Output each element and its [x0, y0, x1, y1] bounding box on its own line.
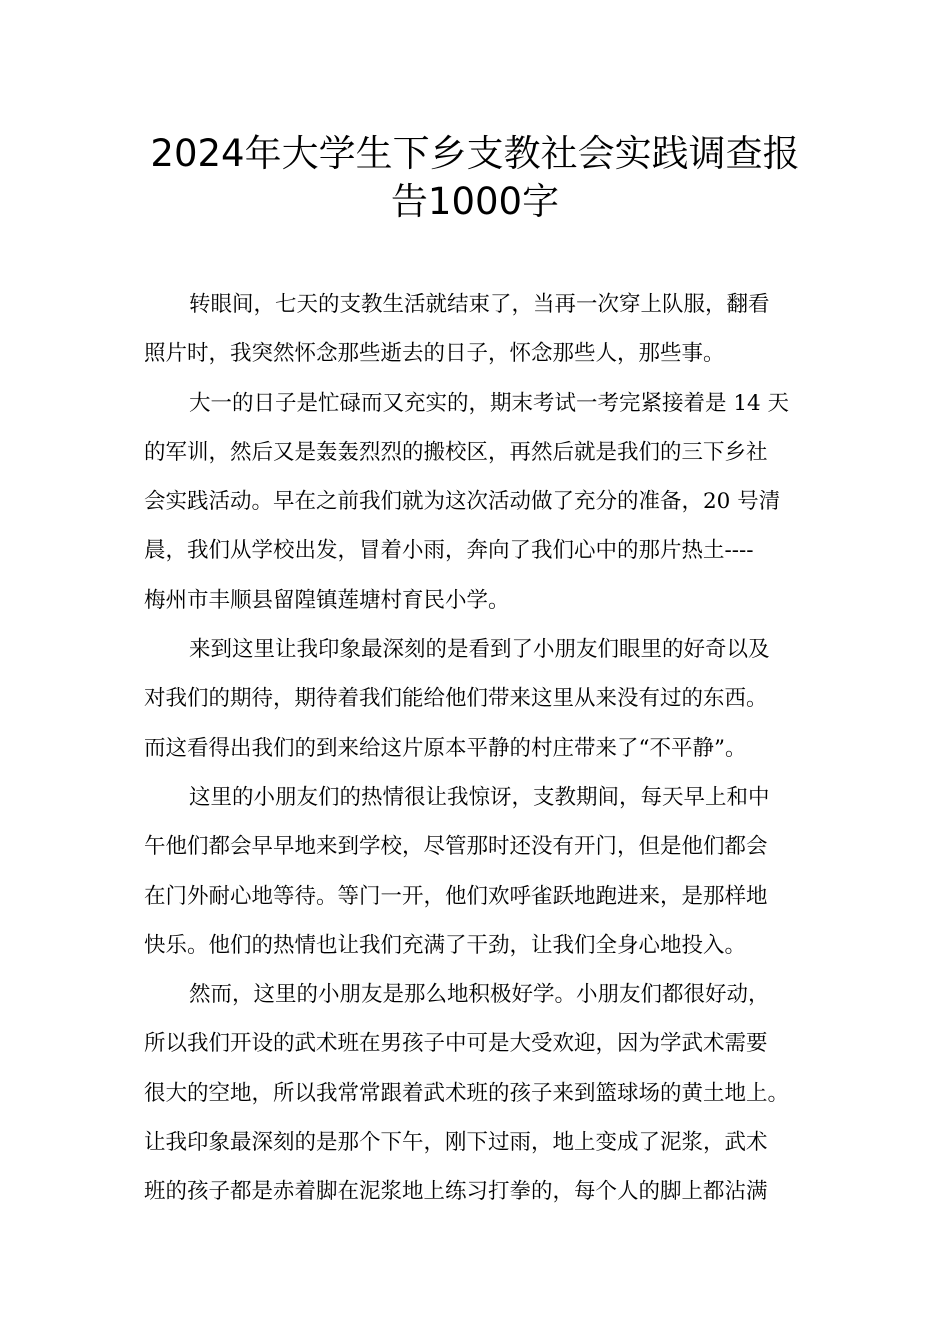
- text-line: 所以我们开设的武术班在男孩子中可是大受欢迎，因为学武术需要: [144, 1031, 768, 1057]
- paragraph: [144, 625, 812, 773]
- text-line: 来到这里让我印象最深刻的是看到了小朋友们眼里的好奇以及: [189, 637, 770, 663]
- paragraph: [144, 970, 812, 1216]
- text-line: 班的孩子都是赤着脚在泥浆地上练习打拳的，每个人的脚上都沾满: [144, 1179, 768, 1205]
- text-line: 在门外耐心地等待。等门一开，他们欢呼雀跃地跑进来，是那样地: [144, 883, 768, 909]
- text-line: 而这看得出我们的到来给这片原本平静的村庄带来了“不平静”。: [144, 735, 747, 761]
- text-line: 晨，我们从学校出发，冒着小雨，奔向了我们心中的那片热土----: [144, 538, 754, 564]
- document-body: [144, 280, 812, 1217]
- text-line: 然而，这里的小朋友是那么地积极好学。小朋友们都很好动，: [189, 982, 770, 1008]
- text-line: 会实践活动。早在之前我们就为这次活动做了充分的准备，20 号清: [144, 489, 781, 515]
- title-line: 告1000字: [390, 180, 560, 223]
- text-line: 很大的空地，所以我常常跟着武术班的孩子来到篮球场的黄土地上。: [144, 1080, 790, 1106]
- paragraph: [144, 280, 812, 379]
- text-line: 转眼间，七天的支教生活就结束了，当再一次穿上队服，翻看: [189, 292, 770, 317]
- title-line: 2024年大学生下乡支教社会实践调查报: [150, 132, 800, 175]
- text-line: 这里的小朋友们的热情很让我惊讶，支教期间，每天早上和中: [189, 784, 770, 810]
- text-line: 让我印象最深刻的是那个下午，刚下过雨，地上变成了泥浆，武术: [144, 1130, 768, 1156]
- text-line: 快乐。他们的热情也让我们充满了干劲，让我们全身心地投入。: [144, 932, 747, 958]
- paragraph: [144, 379, 812, 625]
- text-line: 对我们的期待，期待着我们能给他们带来这里从来没有过的东西。: [144, 686, 768, 712]
- text-line: 梅州市丰顺县留隍镇莲塘村育民小学。: [144, 587, 510, 613]
- text-line: 的军训，然后又是轰轰烈烈的搬校区，再然后就是我们的三下乡社: [144, 439, 768, 465]
- paragraph: [144, 773, 812, 970]
- text-line: 大一的日子是忙碌而又充实的，期末考试一考完紧接着是 14 天: [189, 390, 790, 416]
- text-line: 午他们都会早早地来到学校，尽管那时还没有开门，但是他们都会: [144, 834, 768, 860]
- text-line: 照片时，我突然怀念那些逝去的日子，怀念那些人，那些事。: [144, 341, 725, 367]
- document-title: [100, 130, 850, 226]
